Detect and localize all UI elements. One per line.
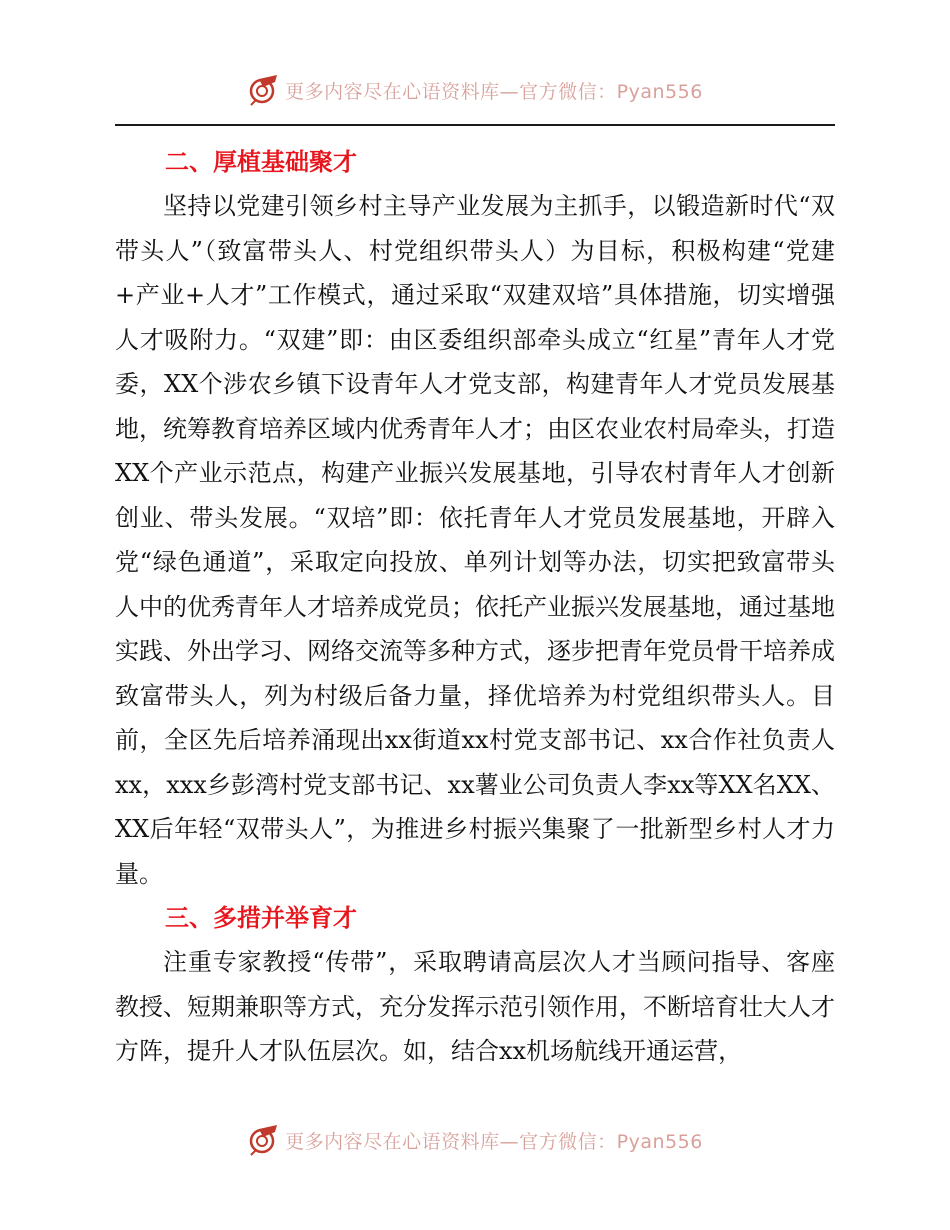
header-divider (115, 124, 835, 126)
watermark-text: 更多内容尽在心语资料库—官方微信：Pyan556 (285, 1130, 703, 1153)
footer-watermark (0, 1120, 950, 1160)
watermark-text: 更多内容尽在心语资料库—官方微信：Pyan556 (285, 80, 703, 103)
section-paragraph: 注重专家教授“传带”，采取聘请高层次人才当顾问指导、客座教授、短期兼职等方式，充分发挥示范引领作用，不断培育壮大人才方阵，提升人才队伍层次。如，结合xx机场航线开通运营， (115, 948, 835, 1065)
header-watermark (0, 70, 950, 110)
document-body (115, 140, 835, 1074)
section-heading: 三、多措并举育才 (165, 904, 357, 932)
section-heading: 二、厚植基础聚才 (165, 148, 357, 176)
pen-logo-icon (247, 1123, 281, 1157)
pen-logo-icon (247, 73, 281, 107)
section-paragraph: 坚持以党建引领乡村主导产业发展为主抓手，以锻造新时代“双带头人”（致富带头人、村党组织带头人）为目标，积极构建“党建+产业+人才”工作模式，通过采取“双建双培”具体措施，切实增强人才吸附力。“双建”即：由区委组织部牵头成立“红星”青年人才党委，XX个涉农乡镇下设青年人才党支部，构建青年人才党员发展基地，统筹教育培养区域内优秀青年人才；由区农业农村局牵头，打造XX个产业示范点，构建产业振兴发展基地，引导农村青年人才创新创业、带头发展。“双培”即：依托青年人才党员发展基地，开辟入党“绿色通道”，采取定向投放、单列计划等办法，切实把致富带头人中的优秀青年人才培养成党员；依托产业振兴发展基地，通过基地实践、外出学习、网络交流等多种方式，逐步把青年党员骨干培养成致富带头人，列为村级后备力量，择优培养为村党组织带头人。目前，全区先后培养涌现出xx街道xx村党支部书记、xx合作社负责人xx，xxx乡彭湾村党支部书记、xx薯业公司负责人李xx等XX名XX、XX后年轻“双带头人”，为推进乡村振兴集聚了一批新型乡村人才力量。 (115, 192, 835, 888)
